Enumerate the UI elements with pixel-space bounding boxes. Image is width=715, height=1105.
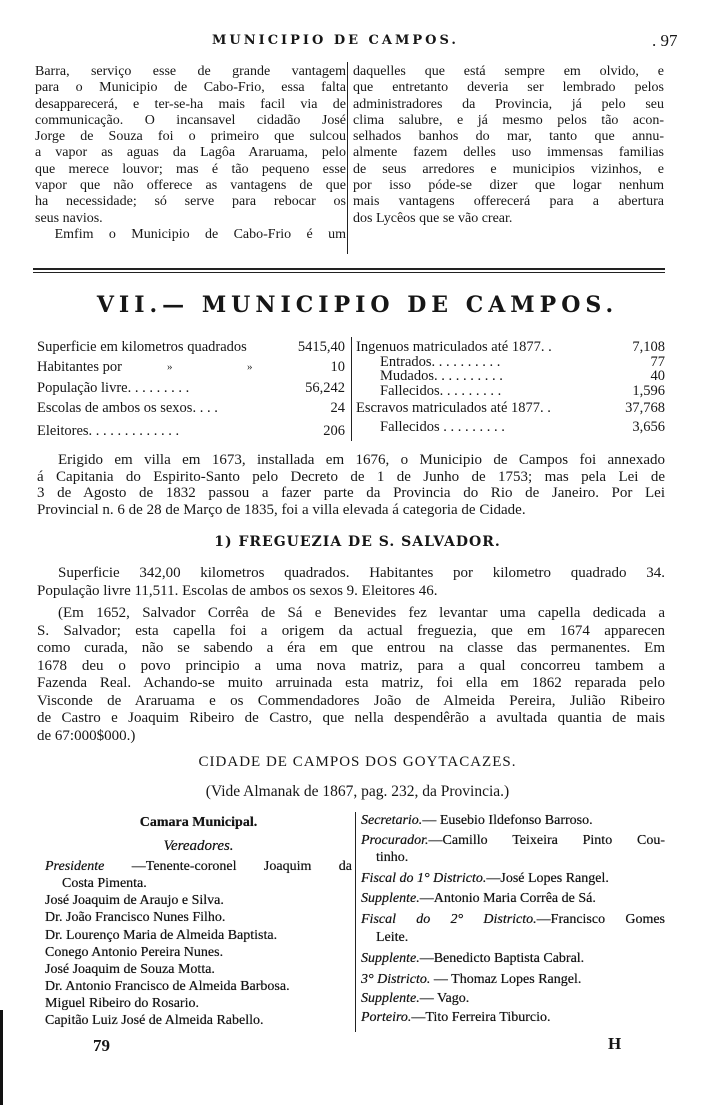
ditto-mark: »	[167, 361, 173, 373]
officer-name: — Vago.	[419, 991, 470, 1006]
text-line: 1678 deu o povo principio a uma nova matriz, para a qual concorreu tambem a	[37, 657, 665, 674]
officer-line	[361, 912, 665, 928]
officer-line	[361, 871, 609, 887]
lower-column-divider	[355, 812, 356, 1032]
text-line: Jorge de Souza foi o primeiro que sulcou	[35, 129, 346, 145]
officer-line-cont: tinho.	[376, 850, 409, 865]
stat-row	[356, 398, 665, 418]
role-label: 3° Districto.	[361, 972, 431, 987]
text-line: População livre 11,511. Escolas de ambos os sexos 9. Eleitores 46.	[37, 583, 438, 599]
text-line: Provincial n. 6 de 28 de Março de 1835, foi a villa elevada á categoria de Cidade.	[37, 501, 526, 518]
role-label: Procurador.	[361, 833, 429, 848]
president-name: —Tenente-coronel Joaquim da	[104, 859, 352, 874]
role-label: Fiscal do 1° Districto.	[361, 871, 487, 886]
role-label: Supplente.	[361, 951, 420, 966]
officer-line	[361, 1010, 551, 1026]
freguezia-heading: 1) FREGUEZIA DE S. SALVADOR.	[214, 534, 501, 550]
text-line: clima salubre, e já mesmo pelos tão acon-	[353, 112, 664, 128]
text-line: S. Salvador; esta capella foi a origem da actual freguezia, que em 1674 apparecen	[37, 622, 665, 639]
stat-value: 3,656	[632, 419, 665, 435]
text-line: daquelles que está sempre em olvido, e	[353, 64, 664, 79]
stat-value: 1,596	[632, 383, 665, 399]
officer-line-cont: Leite.	[376, 930, 409, 945]
officer-line	[361, 813, 593, 829]
stat-label: Ingenuos matriculados até 1877. .	[356, 339, 552, 355]
stat-value: 10	[330, 359, 345, 375]
stat-value: 7,108	[632, 339, 665, 355]
text-line: por isso póde-se dizer que logar nenhum	[353, 178, 664, 194]
officer-line	[361, 833, 665, 849]
top-left-paragraph-2	[35, 227, 346, 243]
president-line	[45, 859, 352, 875]
signature-number: 79	[93, 1036, 110, 1055]
history-paragraph	[37, 452, 665, 518]
text-line: (Em 1652, Salvador Corrêa de Sá e Benevides fez levantar uma capella dedicada a	[58, 605, 665, 621]
member: Dr. Antonio Francisco de Almeida Barbosa.	[45, 979, 290, 994]
member: Conego Antonio Pereira Nunes.	[45, 945, 224, 960]
member: Dr. João Francisco Nunes Filho.	[45, 910, 226, 925]
text-line: que entretanto deveria ser lembrado pelos	[353, 80, 664, 96]
signature-letter: H	[608, 1034, 622, 1053]
stat-label: Escravos matriculados até 1877. .	[356, 400, 551, 416]
text-line: almente fazem delles uso immensas familias	[353, 145, 664, 161]
member: José Joaquim de Souza Motta.	[45, 962, 215, 977]
stat-label: Habitantes por	[37, 359, 122, 375]
stat-value: 56,242	[305, 380, 345, 396]
stat-value: 40	[650, 368, 665, 384]
freguezia-stats	[37, 564, 665, 600]
text-line: mais vantagens offerecerá para a abertura	[353, 194, 664, 210]
member: Dr. Lourenço Maria de Almeida Baptista.	[45, 928, 278, 943]
officer-name: —Tito Ferreira Tiburcio.	[411, 1010, 551, 1025]
officer-name: —Antonio Maria Corrêa de Sá.	[419, 891, 596, 906]
text-line: á Capitania do Espirito-Santo pelo Decreto de 1 de Junho de 1753; mas pela Lei de	[37, 468, 665, 485]
stat-label: Entrados. . . . . . . . . .	[380, 354, 501, 370]
stat-value: 37,768	[625, 400, 665, 416]
freguezia-history	[37, 605, 665, 745]
officer-name: —José Lopes Rangel.	[486, 871, 609, 886]
stat-label: Fallecidos . . . . . . . . .	[380, 419, 505, 435]
page-number: . 97	[652, 31, 678, 50]
role-label: Supplente.	[361, 991, 420, 1006]
role-label: Supplente.	[361, 891, 420, 906]
text-line: Visconde de Araruama e os Commendadores João de Almeida Pereira, Julião Ribeiro	[37, 692, 665, 709]
scan-edge-shadow	[0, 1010, 3, 1105]
top-right-paragraph	[353, 64, 664, 227]
text-line: que merece louvor; mas é tão pequeno esse	[35, 161, 346, 177]
cidade-heading: CIDADE DE CAMPOS DOS GOYTACAZES.	[198, 754, 517, 770]
top-left-paragraph-1	[35, 64, 346, 227]
text-line: seus navios.	[35, 210, 103, 226]
text-line: de 67:000$000.)	[37, 727, 136, 744]
text-line: dos Lycêos que se vão crear.	[353, 210, 513, 226]
stat-value: 206	[323, 423, 345, 439]
stat-value: 24	[330, 400, 345, 416]
text-line: ha necessidade; só serve para rebocar os	[35, 194, 346, 210]
officer-name: —Francisco Gomes	[536, 912, 666, 927]
member: Miguel Ribeiro do Rosario.	[45, 996, 199, 1011]
text-line: a vapor as aguas da Lagôa Araruama, pelo	[35, 145, 346, 161]
stat-row	[37, 421, 345, 441]
text-line: selhados banhos do mar, tanto que annu-	[353, 129, 664, 145]
running-title: MUNICIPIO DE CAMPOS.	[212, 33, 459, 48]
column-divider	[347, 62, 348, 254]
section-title: VII.— MUNICIPIO DE CAMPOS.	[96, 292, 619, 318]
text-line: Fazenda Real. Achando-se muito arruinada esta matriz, foi ella em 1862 reparada pelo	[37, 675, 665, 691]
text-line: communicação. O incansavel cidadão José	[35, 112, 346, 128]
officer-line	[361, 891, 596, 907]
officer-line	[361, 991, 469, 1007]
officer-name: — Eusebio Ildefonso Barroso.	[422, 813, 593, 828]
text-line: vapor que não offerece as vantagens de que	[35, 178, 346, 194]
stat-row	[37, 337, 345, 357]
role-label: Secretario.	[361, 813, 423, 828]
ditto-mark: »	[247, 361, 253, 373]
text-line: 3 de Agosto de 1832 passou a fazer parte da Provincia do Rio de Janeiro. Por Lei	[37, 485, 665, 501]
vereadores-subheading: Vereadores.	[163, 838, 234, 854]
double-rule-top	[33, 268, 665, 270]
camara-heading: Camara Municipal.	[139, 815, 258, 830]
stat-label: Mudados. . . . . . . . . .	[380, 368, 503, 384]
text-line: para o Municipio de Cabo-Frio, essa falta	[35, 80, 346, 96]
stat-label: População livre. . . . . . . . .	[37, 380, 190, 396]
stat-row	[37, 357, 345, 377]
text-line: desapparecerá, e ter-se-ha mais facil via de	[35, 96, 346, 112]
role-label: Porteiro.	[361, 1010, 412, 1025]
member: Capitão Luiz José de Almeida Rabello.	[45, 1013, 264, 1028]
text-line: de Castro e Joaquim Ribeiro de Castro, que nella despendêrão a avultada quantia de mais	[37, 710, 665, 726]
text-line: como curada, não se sabendo a éra em que entrou na classe das permanentes. Em	[37, 640, 665, 656]
stat-label: Escolas de ambos os sexos. . . .	[37, 400, 218, 416]
role-label: Fiscal do 2° Districto.	[361, 912, 537, 927]
text-line: de seus arredores e municipios vizinhos, e	[353, 161, 664, 177]
stat-label: Eleitores. . . . . . . . . . . . .	[37, 423, 180, 439]
stat-value: 5415,40	[297, 339, 345, 355]
stat-label: Superficie em kilometros quadrados	[37, 339, 247, 355]
stats-divider	[351, 337, 352, 441]
double-rule-bottom	[33, 272, 665, 273]
officer-name: —Camillo Teixeira Pinto Cou-	[428, 833, 665, 848]
text-line: Emfim o Municipio de Cabo-Frio é um	[54, 227, 346, 242]
stat-row	[37, 398, 345, 418]
text-line: administradores da Provincia, já pelo seu	[353, 96, 664, 112]
president-line-cont: Costa Pimenta.	[62, 876, 147, 891]
text-line: Erigido em villa em 1673, installada em 1676, o Municipio de Campos foi annexado	[58, 452, 665, 468]
member: José Joaquim de Araujo e Silva.	[45, 893, 224, 908]
stat-row	[356, 417, 665, 437]
stat-row	[37, 378, 345, 398]
cidade-reference: (Vide Almanak de 1867, pag. 232, da Provincia.)	[205, 783, 510, 800]
text-line: Superficie 342,00 kilometros quadrados. Habitantes por kilometro quadrado 34.	[58, 565, 665, 581]
stat-label: Fallecidos. . . . . . . . .	[380, 383, 502, 399]
officer-line	[361, 972, 581, 988]
stat-value: 77	[650, 354, 665, 370]
officer-name: — Thomaz Lopes Rangel.	[430, 972, 582, 987]
officer-name: —Benedicto Baptista Cabral.	[419, 951, 585, 966]
role-label: Presidente	[45, 859, 105, 874]
text-line: Barra, serviço esse de grande vantagem	[35, 64, 346, 79]
officer-line	[361, 951, 584, 967]
